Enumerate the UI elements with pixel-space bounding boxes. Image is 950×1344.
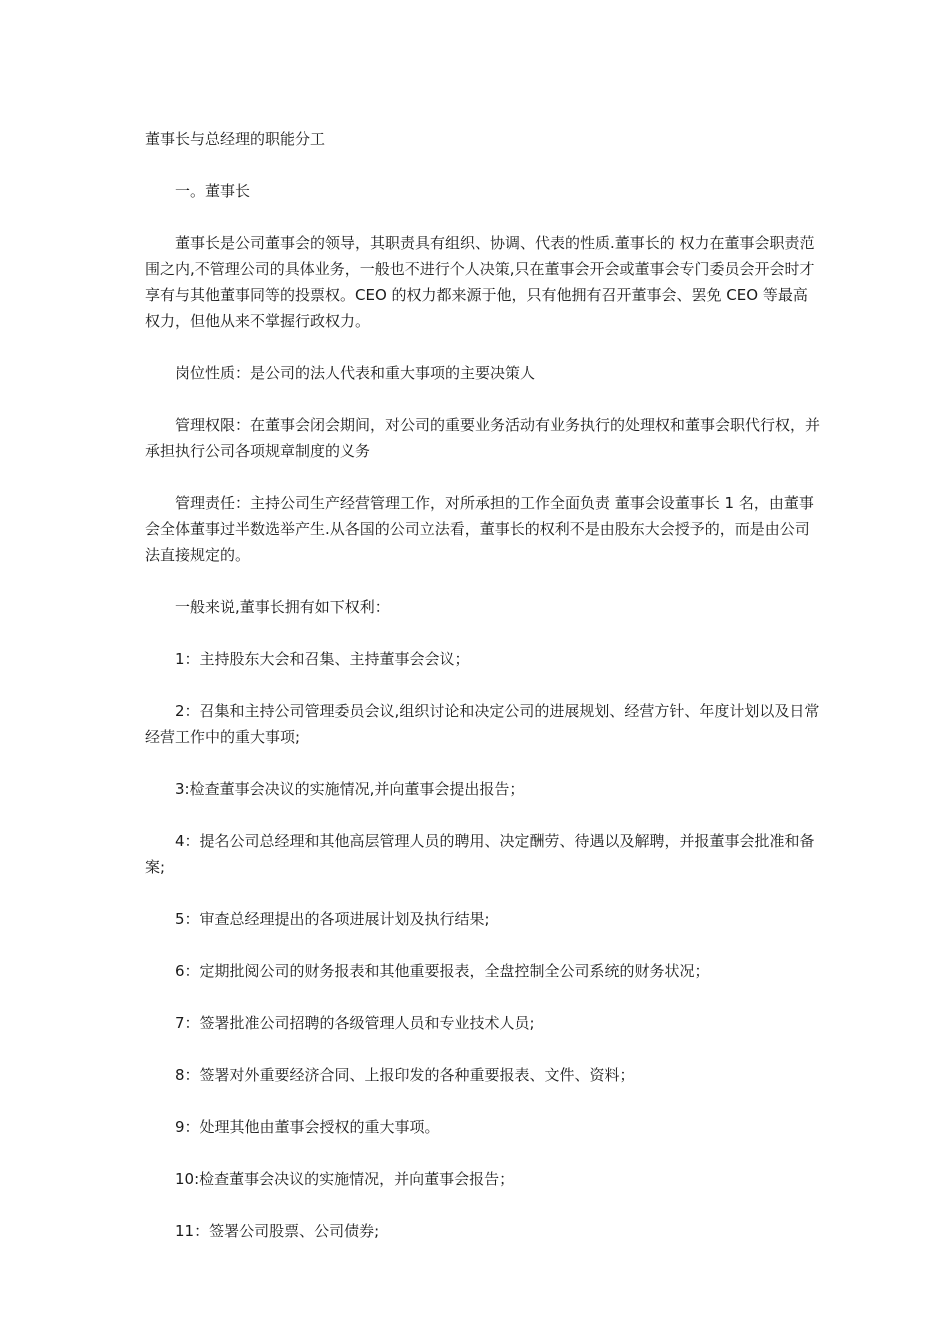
list-item: 3:检查董事会决议的实施情况,并向董事会提出报告； <box>175 780 525 798</box>
list-item: 8：签署对外重要经济合同、上报印发的各种重要报表、文件、资料； <box>175 1066 635 1084</box>
document-title: 董事长与总经理的职能分工 <box>145 130 326 148</box>
intro-paragraph: 董事长是公司董事会的领导，其职责具有组织、协调、代表的性质.董事长的 权力在董事会职责范围之内,不管理公司的具体业务，一般也不进行个人决策,只在董事会开会或董事会专门委员会开会时才享有与其他董事同等的投票权。CEO 的权力都来源于他，只有他拥有召开董事会、罢免 CEO 等最高权力，但他从来不掌握行政权力。 <box>145 234 815 330</box>
list-item: 4：提名公司总经理和其他高层管理人员的聘用、决定酬劳、待遇以及解聘，并报董事会批准和备案; <box>145 832 815 876</box>
list-item: 5：审查总经理提出的各项进展计划及执行结果; <box>175 910 490 928</box>
list-item: 2：召集和主持公司管理委员会议,组织讨论和决定公司的进展规划、经营方针、年度计划以及日常经营工作中的重大事项; <box>145 702 820 746</box>
management-responsibility-paragraph: 管理责任：主持公司生产经营管理工作，对所承担的工作全面负责 董事会设董事长 1 名，由董事会全体董事过半数选举产生.从各国的公司立法看，董事长的权利不是由股东大会授予的，而是由公司法直接规定的。 <box>145 494 814 564</box>
list-item: 1：主持股东大会和召集、主持董事会会议； <box>175 650 470 668</box>
document-body <box>145 126 820 1270</box>
list-item: 9：处理其他由董事会授权的重大事项。 <box>175 1118 440 1136</box>
list-item: 10:检查董事会决议的实施情况，并向董事会报告； <box>175 1170 515 1188</box>
powers-list <box>145 646 820 1244</box>
management-authority-paragraph: 管理权限：在董事会闭会期间，对公司的重要业务活动有业务执行的处理权和董事会职代行权，并承担执行公司各项规章制度的义务 <box>145 416 821 460</box>
powers-intro: 一般来说,董事长拥有如下权利： <box>175 598 390 616</box>
list-item: 11：签署公司股票、公司债券; <box>175 1222 380 1240</box>
section-heading: 一。董事长 <box>175 182 251 200</box>
position-nature-paragraph: 岗位性质：是公司的法人代表和重大事项的主要决策人 <box>175 364 536 382</box>
list-item: 7：签署批准公司招聘的各级管理人员和专业技术人员; <box>175 1014 535 1032</box>
list-item: 6：定期批阅公司的财务报表和其他重要报表，全盘控制全公司系统的财务状况； <box>175 962 710 980</box>
